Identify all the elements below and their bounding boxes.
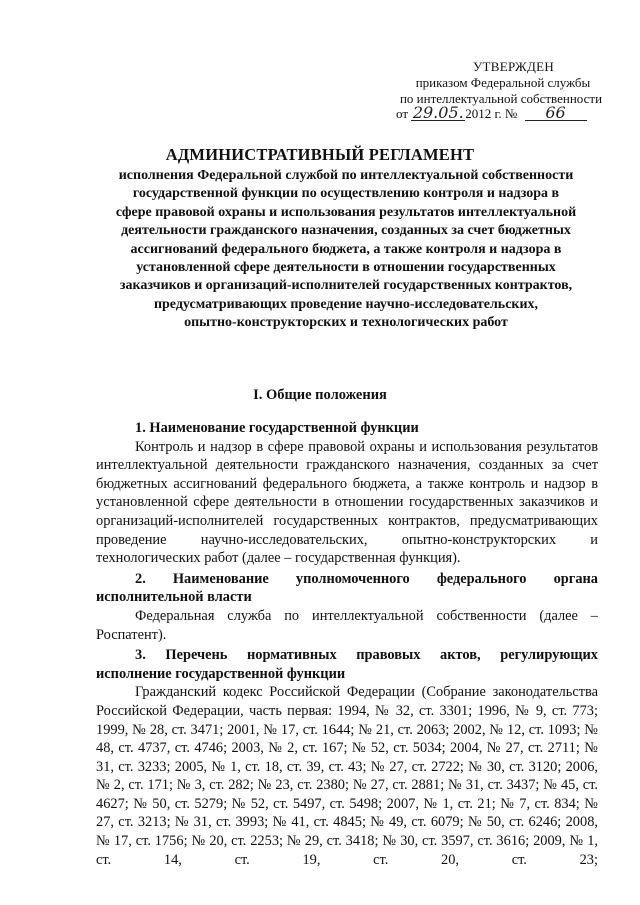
handwritten-order-number: 66: [525, 106, 587, 121]
approval-date-prefix: от: [396, 106, 409, 121]
document-subtitle: [86, 167, 606, 333]
subtitle-line: ассигнований федерального бюджета, а также контроля и надзора в: [130, 241, 562, 257]
approval-line-agency: по интеллектуальной собственности: [399, 91, 603, 106]
subtitle-line: государственной функции по осуществлению контроля и надзора в: [132, 186, 560, 202]
heading-authority-line2: исполнительной власти: [96, 589, 252, 606]
heading-authority-line1: 2. Наименование уполномоченного федерального органа: [135, 570, 598, 587]
subtitle-line: деятельности гражданского назначения, созданных за счет бюджетных: [121, 223, 571, 239]
subtitle-line: заказчиков и организаций-исполнителей государственных контрактов,: [119, 278, 573, 294]
paragraph-legal-acts: Гражданский кодекс Российской Федерации (Собрание законодательства Российской Федерации, часть первая: 1994, № 32, ст. 3301; 1996, № 9, ст. 773; 1999, № 28, ст. 3471; 2001, № 17, ст. 1644; № 21, ст. 2063; 2002, № 12, ст. 1093; № 48, ст. 4737, ст. 4746; 2003, № 2, ст. 167; № 52, ст. 5034; 2004, № 27, ст. 2711; № 31, ст. 3233; 2005, № 1, ст. 18, ст. 39, ст. 43; № 27, ст. 2722; № 30, ст. 3120; 2006, № 2, ст. 171; № 3, ст. 282; № 23, ст. 2380; № 27, ст. 2881; № 31, ст. 3437; № 45, ст. 4627; № 50, ст. 5279; № 52, ст. 5497, ст. 5498; 2007, № 1, ст. 21; № 7, ст. 834; № 27, ст. 3213; № 31, ст. 3993; № 41, ст. 4845; № 49, ст. 6079; № 50, ст. 6246; 2008, № 17, ст. 1756; № 20, ст. 2253; № 29, ст. 3418; № 30, ст. 3597, ст. 3616; 2009, № 1, ст. 14, ст. 19, ст. 20, ст. 23;: [96, 684, 598, 868]
heading-function-name: 1. Наименование государственной функции: [135, 420, 419, 436]
heading-legal-acts-line2: исполнение государственной функции: [96, 665, 346, 682]
approval-date-line: [396, 103, 606, 122]
handwritten-date: 29.05.: [412, 103, 464, 122]
subtitle-line: установленной сфере деятельности в отношении государственных: [136, 260, 556, 276]
approval-line-order: приказом Федеральной службы: [415, 75, 591, 90]
paragraph-function-name: Контроль и надзор в сфере правовой охраны и использования результатов интеллектуальной деятельности гражданского назначения, созданных за счет бюджетных ассигнований федерального бюджета, а также контроль и надзор в установленной сфере деятельности в отношении государственных заказчиков и организаций-исполнителей государственных контрактов, предусматривающих проведение научно-исследовательских, опытно-конструкторских и технологических работ (далее – государственная функция).: [96, 438, 598, 567]
document-title: АДМИНИСТРАТИВНЫЙ РЕГЛАМЕНТ: [165, 145, 475, 164]
subtitle-line: предусматривающих проведение научно-исследовательских,: [153, 296, 539, 312]
approval-year: 2012 г.: [465, 106, 502, 121]
approval-stamp: [396, 59, 606, 122]
subtitle-line: сфере правовой охраны и использования результатов интеллектуальной: [115, 204, 577, 220]
approval-title: УТВЕРЖДЕН: [473, 59, 555, 74]
paragraph-authority: Федеральная служба по интеллектуальной собственности (далее – Роспатент).: [96, 607, 598, 643]
approval-number-sign: №: [504, 106, 518, 121]
subtitle-line: опытно-конструкторских и технологических работ: [184, 315, 508, 331]
heading-legal-acts-line1: 3. Перечень нормативных правовых актов, регулирующих: [135, 647, 598, 664]
document-body: [96, 419, 598, 869]
subtitle-line: исполнения Федеральной службой по интеллектуальной собственности: [118, 168, 574, 183]
section-title: I. Общие положения: [253, 387, 387, 403]
